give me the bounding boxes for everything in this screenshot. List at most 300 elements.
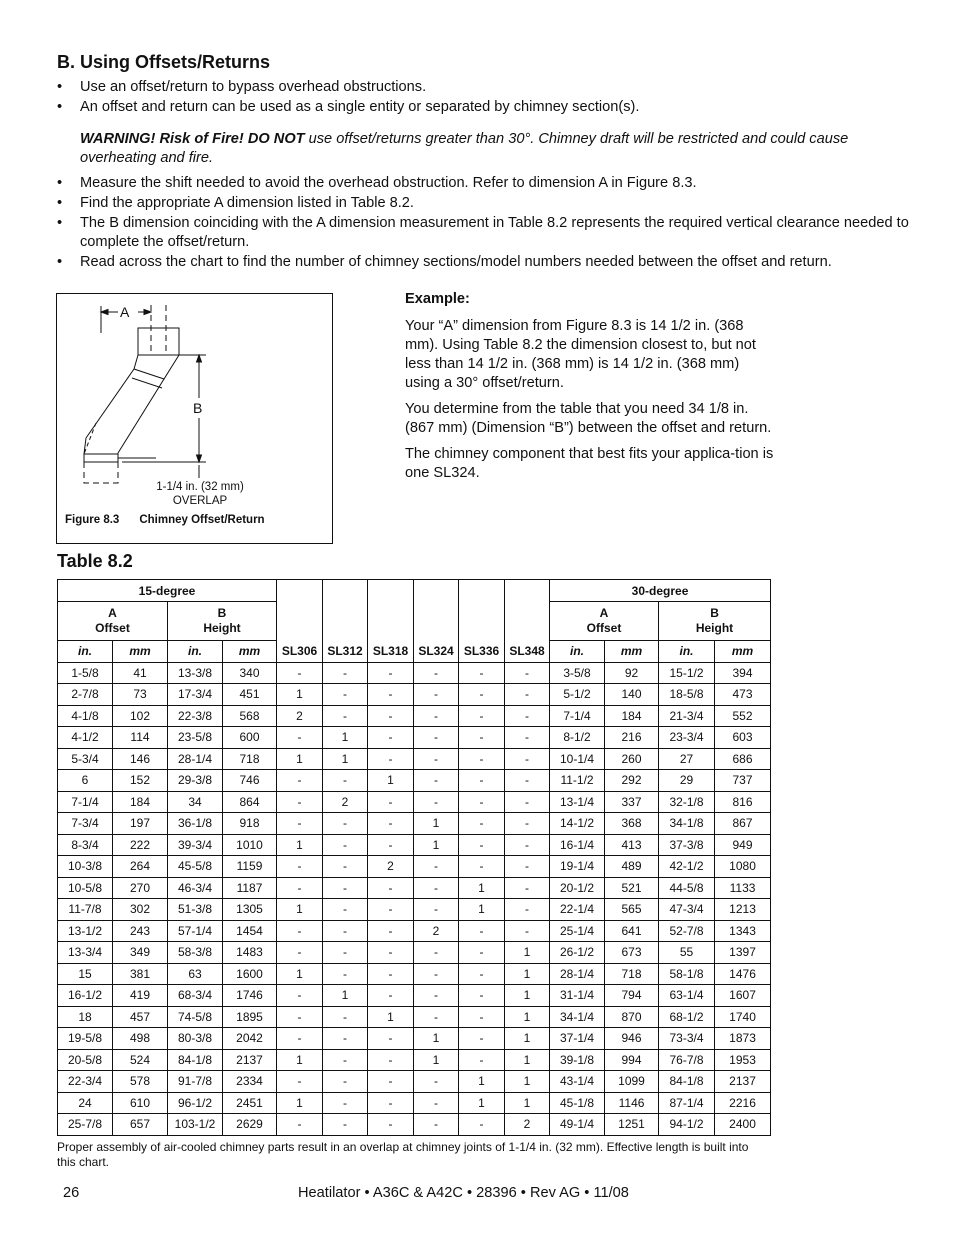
table-cell: - xyxy=(459,1049,505,1071)
unit-mm: mm xyxy=(715,641,771,663)
table-cell: 337 xyxy=(605,791,659,813)
table-cell: 102 xyxy=(113,705,168,727)
table-cell: 19-5/8 xyxy=(58,1028,113,1050)
table-cell: - xyxy=(323,1006,368,1028)
table-cell: 1213 xyxy=(715,899,771,921)
table-cell: - xyxy=(368,1114,414,1136)
table-cell: - xyxy=(414,985,459,1007)
table-cell: 1746 xyxy=(223,985,277,1007)
table-cell: - xyxy=(368,1071,414,1093)
table-cell: 4-1/8 xyxy=(58,705,113,727)
header-a-sub: Offset xyxy=(586,621,622,635)
table-cell: 55 xyxy=(659,942,715,964)
table-body xyxy=(58,662,771,1135)
offset-pipe-left xyxy=(86,369,134,438)
table-row xyxy=(58,705,771,727)
table-cell: 197 xyxy=(113,813,168,835)
bullet-list-top xyxy=(57,78,917,118)
table-cell: 673 xyxy=(605,942,659,964)
table-cell: 1305 xyxy=(223,899,277,921)
table-cell: - xyxy=(459,770,505,792)
table-cell: 2334 xyxy=(223,1071,277,1093)
table-cell: 1251 xyxy=(605,1114,659,1136)
dim-a-arrowhead-right xyxy=(144,310,151,315)
unit-mm: mm xyxy=(605,641,659,663)
table-cell: 1483 xyxy=(223,942,277,964)
table-cell: - xyxy=(368,791,414,813)
table-cell: - xyxy=(459,1028,505,1050)
table-cell: - xyxy=(323,920,368,942)
table-cell: - xyxy=(368,727,414,749)
table-cell: 292 xyxy=(605,770,659,792)
table-cell: 1 xyxy=(505,985,550,1007)
table-cell: - xyxy=(368,942,414,964)
dim-a-arrowhead-left xyxy=(101,310,108,315)
table-cell: - xyxy=(414,684,459,706)
table-cell: - xyxy=(505,899,550,921)
table-cell: 1 xyxy=(459,1071,505,1093)
table-cell: 28-1/4 xyxy=(168,748,223,770)
table-cell: 63 xyxy=(168,963,223,985)
table-cell: 1 xyxy=(459,877,505,899)
table-cell: 24 xyxy=(58,1092,113,1114)
table-cell: - xyxy=(323,662,368,684)
bullet-item: • An offset and return can be used as a single entity or separated by chimney section(s). xyxy=(57,98,917,117)
table-cell: - xyxy=(414,1006,459,1028)
table-cell: 1 xyxy=(459,1092,505,1114)
bullet-list-bottom xyxy=(57,174,917,273)
table-cell: - xyxy=(414,727,459,749)
table-cell: - xyxy=(323,1092,368,1114)
table-cell: 610 xyxy=(113,1092,168,1114)
table-row xyxy=(58,899,771,921)
table-cell: - xyxy=(505,748,550,770)
table-cell: - xyxy=(459,748,505,770)
table-cell: 816 xyxy=(715,791,771,813)
table-row xyxy=(58,1092,771,1114)
unit-in: in. xyxy=(659,641,715,663)
header-sl312: SL312 xyxy=(323,580,368,663)
table-cell: 1099 xyxy=(605,1071,659,1093)
table-cell: - xyxy=(459,834,505,856)
table-cell: 1600 xyxy=(223,963,277,985)
table-cell: 11-1/2 xyxy=(550,770,605,792)
header-a-sub: Offset xyxy=(95,621,130,635)
table-cell: - xyxy=(505,877,550,899)
table-cell: 45-1/8 xyxy=(550,1092,605,1114)
table-cell: 524 xyxy=(113,1049,168,1071)
table-cell: 84-1/8 xyxy=(659,1071,715,1093)
table-cell: - xyxy=(505,727,550,749)
table-cell: 451 xyxy=(223,684,277,706)
bullet-item: • Measure the shift needed to avoid the overhead obstruction. Refer to dimension A in Figure 8.3. xyxy=(57,174,917,193)
table-cell: 1343 xyxy=(715,920,771,942)
header-b-label: B xyxy=(217,606,227,620)
table-cell: - xyxy=(368,1028,414,1050)
dim-b-arrowhead-top xyxy=(197,355,202,362)
page-number: 26 xyxy=(63,1185,80,1201)
table-cell: 45-5/8 xyxy=(168,856,223,878)
table-row xyxy=(58,748,771,770)
table-cell: 1 xyxy=(505,1092,550,1114)
table-cell: 686 xyxy=(715,748,771,770)
table-cell: 23-3/4 xyxy=(659,727,715,749)
example-paragraph-3: The chimney component that best fits your applica-tion is one SL324. xyxy=(405,446,774,481)
table-cell: - xyxy=(505,770,550,792)
table-row xyxy=(58,985,771,1007)
table-cell: 76-7/8 xyxy=(659,1049,715,1071)
table-cell: - xyxy=(368,963,414,985)
table-cell: 52-7/8 xyxy=(659,920,715,942)
table-row xyxy=(58,727,771,749)
table-row xyxy=(58,834,771,856)
table-cell: 73-3/4 xyxy=(659,1028,715,1050)
table-cell: - xyxy=(277,920,323,942)
table-cell: 47-3/4 xyxy=(659,899,715,921)
table-cell: 1 xyxy=(277,684,323,706)
table-cell: 31-1/4 xyxy=(550,985,605,1007)
table-cell: - xyxy=(505,662,550,684)
table-cell: - xyxy=(459,705,505,727)
table-cell: - xyxy=(459,1114,505,1136)
table-row xyxy=(58,791,771,813)
table-cell: 1 xyxy=(368,1006,414,1028)
table-cell: - xyxy=(414,791,459,813)
table-cell: - xyxy=(277,877,323,899)
table-cell: 270 xyxy=(113,877,168,899)
table-cell: - xyxy=(368,748,414,770)
table-cell: - xyxy=(459,684,505,706)
table-cell: 2 xyxy=(368,856,414,878)
table-cell: - xyxy=(414,963,459,985)
table-cell: 25-7/8 xyxy=(58,1114,113,1136)
table-cell: 1740 xyxy=(715,1006,771,1028)
table-cell: 1397 xyxy=(715,942,771,964)
table-cell: 368 xyxy=(605,813,659,835)
table-cell: - xyxy=(459,942,505,964)
warning-text: use offset/returns greater than 30°. Chimney draft will be restricted and could cause overheating and fire. xyxy=(80,131,849,166)
table-cell: 37-3/8 xyxy=(659,834,715,856)
table-cell: 1080 xyxy=(715,856,771,878)
table-cell: 34-1/4 xyxy=(550,1006,605,1028)
table-cell: 18-5/8 xyxy=(659,684,715,706)
table-cell: 918 xyxy=(223,813,277,835)
table-cell: 68-3/4 xyxy=(168,985,223,1007)
table-cell: 1 xyxy=(414,1049,459,1071)
table-cell: - xyxy=(368,705,414,727)
table-cell: 58-1/8 xyxy=(659,963,715,985)
table-cell: - xyxy=(459,727,505,749)
figure-label-a: A xyxy=(120,304,130,320)
table-cell: 260 xyxy=(605,748,659,770)
table-cell: 20-5/8 xyxy=(58,1049,113,1071)
table-cell: 20-1/2 xyxy=(550,877,605,899)
upper-elbow xyxy=(134,355,179,379)
table-cell: 10-5/8 xyxy=(58,877,113,899)
upper-elbow-collar xyxy=(138,328,179,355)
table-cell: - xyxy=(277,662,323,684)
table-cell: 10-1/4 xyxy=(550,748,605,770)
table-cell: 641 xyxy=(605,920,659,942)
dim-b-arrowhead-bottom xyxy=(197,455,202,462)
table-cell: 4-1/2 xyxy=(58,727,113,749)
table-cell: 737 xyxy=(715,770,771,792)
table-cell: 96-1/2 xyxy=(168,1092,223,1114)
figure-caption xyxy=(65,514,265,526)
unit-in: in. xyxy=(58,641,113,663)
table-cell: 1187 xyxy=(223,877,277,899)
offset-pipe-joint xyxy=(132,378,162,388)
table-cell: 718 xyxy=(223,748,277,770)
table-cell: - xyxy=(277,1114,323,1136)
table-cell: 7-3/4 xyxy=(58,813,113,835)
table-cell: - xyxy=(505,705,550,727)
example-paragraph-2: You determine from the table that you need 34 1/8 in. (867 mm) (Dimension “B”) between the offset and return. xyxy=(405,401,772,436)
table-cell: 7-1/4 xyxy=(58,791,113,813)
table-cell: 39-3/4 xyxy=(168,834,223,856)
table-row xyxy=(58,1006,771,1028)
bullet-item: • The B dimension coinciding with the A dimension measurement in Table 8.2 represents the required vertical clearance needed to complete the offset/return. xyxy=(57,214,917,252)
header-b-sub: Height xyxy=(203,621,241,635)
unit-mm: mm xyxy=(113,641,168,663)
warning-bold: WARNING! Risk of Fire! DO NOT xyxy=(80,131,305,147)
table-cell: - xyxy=(459,985,505,1007)
table-cell: 2137 xyxy=(715,1071,771,1093)
table-cell: 1 xyxy=(277,1049,323,1071)
table-cell: - xyxy=(368,899,414,921)
table-cell: 302 xyxy=(113,899,168,921)
table-cell: 26-1/2 xyxy=(550,942,605,964)
table-cell: 146 xyxy=(113,748,168,770)
lower-elbow xyxy=(84,438,118,454)
table-cell: 340 xyxy=(223,662,277,684)
table-cell: 80-3/8 xyxy=(168,1028,223,1050)
table-cell: 222 xyxy=(113,834,168,856)
table-cell: - xyxy=(505,791,550,813)
unit-in: in. xyxy=(550,641,605,663)
table-cell: 216 xyxy=(605,727,659,749)
table-cell: - xyxy=(368,985,414,1007)
example-heading: Example: xyxy=(405,291,470,307)
table-cell: 657 xyxy=(113,1114,168,1136)
table-cell: 381 xyxy=(113,963,168,985)
table-cell: - xyxy=(323,834,368,856)
table-cell: 1454 xyxy=(223,920,277,942)
table-cell: 27 xyxy=(659,748,715,770)
table-cell: 2 xyxy=(505,1114,550,1136)
table-cell: 51-3/8 xyxy=(168,899,223,921)
table-cell: - xyxy=(368,1049,414,1071)
table-cell: 184 xyxy=(605,705,659,727)
table-row xyxy=(58,1071,771,1093)
table-cell: 2042 xyxy=(223,1028,277,1050)
figure-label-b: B xyxy=(193,400,203,416)
example-block xyxy=(405,290,775,490)
table-cell: - xyxy=(368,834,414,856)
table-cell: 1 xyxy=(323,727,368,749)
header-sl324: SL324 xyxy=(414,580,459,663)
header-30-degree: 30-degree xyxy=(550,580,771,602)
table-cell: - xyxy=(505,834,550,856)
table-cell: 1 xyxy=(277,834,323,856)
header-a-label: A xyxy=(599,606,609,620)
table-cell: 34 xyxy=(168,791,223,813)
table-cell: 1 xyxy=(459,899,505,921)
table-cell: 68-1/2 xyxy=(659,1006,715,1028)
table-cell: 11-7/8 xyxy=(58,899,113,921)
table-cell: - xyxy=(277,942,323,964)
table-cell: - xyxy=(277,727,323,749)
table-cell: - xyxy=(277,813,323,835)
table-cell: 5-1/2 xyxy=(550,684,605,706)
table-cell: - xyxy=(323,963,368,985)
table-row xyxy=(58,920,771,942)
offset-pipe-right xyxy=(118,379,164,453)
table-row xyxy=(58,1114,771,1136)
table-cell: - xyxy=(414,942,459,964)
table-cell: 413 xyxy=(605,834,659,856)
header-a-offset-30 xyxy=(550,602,659,641)
table-cell: 1 xyxy=(323,985,368,1007)
table-row xyxy=(58,662,771,684)
table-cell: 114 xyxy=(113,727,168,749)
table-cell: - xyxy=(459,856,505,878)
table-cell: 3-5/8 xyxy=(550,662,605,684)
table-cell: 2 xyxy=(414,920,459,942)
overlap-label-line1: 1-1/4 in. (32 mm) xyxy=(156,481,244,493)
table-cell: 74-5/8 xyxy=(168,1006,223,1028)
table-cell: 552 xyxy=(715,705,771,727)
table-cell: 1 xyxy=(505,942,550,964)
table-cell: - xyxy=(277,770,323,792)
table-cell: 18 xyxy=(58,1006,113,1028)
table-cell: 152 xyxy=(113,770,168,792)
table-row xyxy=(58,770,771,792)
table-cell: 746 xyxy=(223,770,277,792)
table-cell: 2-7/8 xyxy=(58,684,113,706)
table-cell: - xyxy=(323,877,368,899)
table-cell: - xyxy=(414,1071,459,1093)
table-cell: - xyxy=(505,856,550,878)
table-cell: - xyxy=(414,1092,459,1114)
table-cell: 1895 xyxy=(223,1006,277,1028)
table-cell: - xyxy=(368,813,414,835)
table-cell: - xyxy=(323,942,368,964)
table-cell: 1133 xyxy=(715,877,771,899)
table-cell: 994 xyxy=(605,1049,659,1071)
table-cell: 1 xyxy=(414,1028,459,1050)
table-cell: 578 xyxy=(113,1071,168,1093)
table-cell: 32-1/8 xyxy=(659,791,715,813)
table-cell: 2216 xyxy=(715,1092,771,1114)
table-title: Table 8.2 xyxy=(57,551,133,571)
table-cell: 57-1/4 xyxy=(168,920,223,942)
table-cell: 94-1/2 xyxy=(659,1114,715,1136)
table-cell: 498 xyxy=(113,1028,168,1050)
table-cell: - xyxy=(368,684,414,706)
table-cell: - xyxy=(505,920,550,942)
table-cell: 91-7/8 xyxy=(168,1071,223,1093)
table-cell: - xyxy=(323,1114,368,1136)
table-cell: 8-3/4 xyxy=(58,834,113,856)
offset-return-table xyxy=(57,579,771,1136)
header-b-label: B xyxy=(710,606,719,620)
table-cell: 1 xyxy=(505,1006,550,1028)
table-cell: - xyxy=(414,705,459,727)
table-cell: - xyxy=(459,920,505,942)
table-cell: 5-3/4 xyxy=(58,748,113,770)
table-cell: - xyxy=(277,1028,323,1050)
table-cell: 2 xyxy=(277,705,323,727)
table-cell: 36-1/8 xyxy=(168,813,223,835)
table-row xyxy=(58,1028,771,1050)
table-note: Proper assembly of air-cooled chimney parts result in an overlap at chimney joints of 1-1/4 in. (32 mm). Effective length is built into this chart. xyxy=(57,1140,749,1169)
table-cell: 949 xyxy=(715,834,771,856)
table-cell: 1476 xyxy=(715,963,771,985)
table-cell: 63-1/4 xyxy=(659,985,715,1007)
table-cell: 58-3/8 xyxy=(168,942,223,964)
header-b-height-15 xyxy=(168,602,277,641)
table-cell: 29-3/8 xyxy=(168,770,223,792)
table-cell: 44-5/8 xyxy=(659,877,715,899)
header-a-label: A xyxy=(108,606,117,620)
table-cell: 10-3/8 xyxy=(58,856,113,878)
overlap-label xyxy=(140,480,260,508)
table-cell: 1146 xyxy=(605,1092,659,1114)
table-cell: 22-3/8 xyxy=(168,705,223,727)
table-cell: 1873 xyxy=(715,1028,771,1050)
table-cell: - xyxy=(414,748,459,770)
table-cell: - xyxy=(459,791,505,813)
table-cell: 13-3/4 xyxy=(58,942,113,964)
lower-pipe-dashed xyxy=(84,462,118,483)
table-cell: 864 xyxy=(223,791,277,813)
table-cell: 1607 xyxy=(715,985,771,1007)
table-cell: 41 xyxy=(113,662,168,684)
table-cell: 39-1/8 xyxy=(550,1049,605,1071)
table-cell: 15-1/2 xyxy=(659,662,715,684)
table-cell: - xyxy=(414,877,459,899)
table-row xyxy=(58,942,771,964)
table-cell: 1 xyxy=(323,748,368,770)
table-cell: 13-1/2 xyxy=(58,920,113,942)
footer-doc-info: Heatilator • A36C & A42C • 28396 • Rev AG • 11/08 xyxy=(298,1185,629,1201)
unit-in: in. xyxy=(168,641,223,663)
table-cell: 243 xyxy=(113,920,168,942)
table-cell: 521 xyxy=(605,877,659,899)
table-cell: 603 xyxy=(715,727,771,749)
table-cell: 7-1/4 xyxy=(550,705,605,727)
table-cell: 1 xyxy=(505,1049,550,1071)
header-sl348: SL348 xyxy=(505,580,550,663)
table-cell: - xyxy=(323,1028,368,1050)
table-cell: 1 xyxy=(277,1092,323,1114)
table-cell: 103-1/2 xyxy=(168,1114,223,1136)
table-cell: 349 xyxy=(113,942,168,964)
table-cell: 84-1/8 xyxy=(168,1049,223,1071)
table-cell: 46-3/4 xyxy=(168,877,223,899)
overlap-label-line2: OVERLAP xyxy=(172,495,228,507)
header-a-offset-15 xyxy=(58,602,168,641)
table-cell: - xyxy=(368,662,414,684)
table-cell: 13-1/4 xyxy=(550,791,605,813)
table-cell: 870 xyxy=(605,1006,659,1028)
table-cell: - xyxy=(277,985,323,1007)
table-cell: 29 xyxy=(659,770,715,792)
table-cell: - xyxy=(277,1006,323,1028)
table-cell: - xyxy=(323,813,368,835)
table-cell: 600 xyxy=(223,727,277,749)
